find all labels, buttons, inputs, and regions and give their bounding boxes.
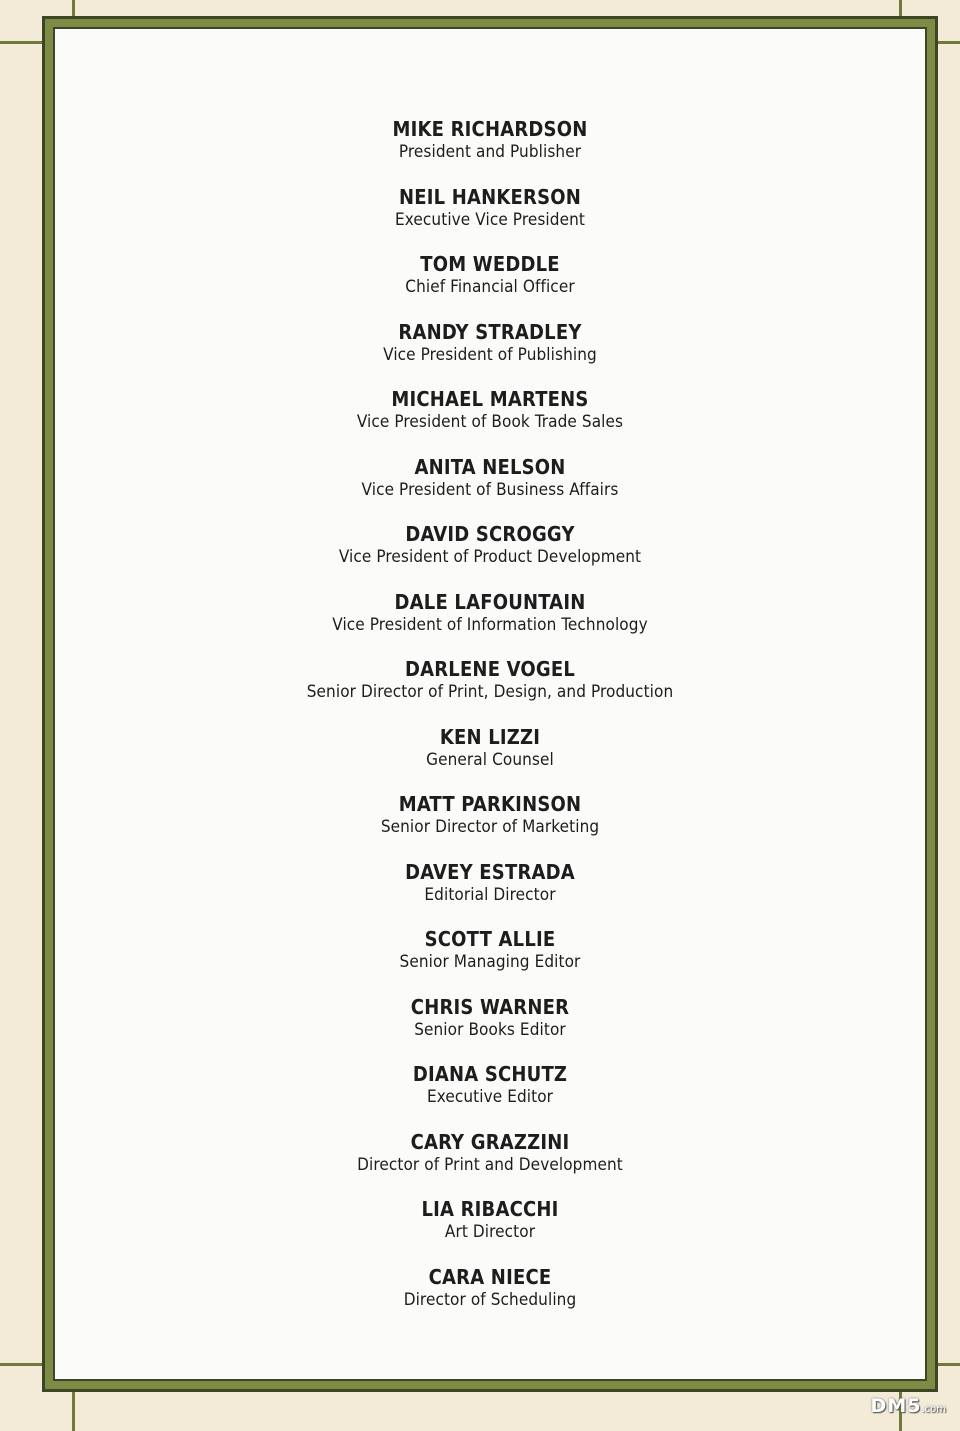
staff-name: CARA NIECE bbox=[428, 1264, 552, 1289]
staff-name: LIA RIBACCHI bbox=[421, 1197, 559, 1221]
staff-name: ANITA NELSON bbox=[414, 454, 566, 479]
watermark-logo bbox=[871, 1395, 946, 1417]
staff-title: Senior Managing Editor bbox=[399, 952, 581, 972]
staff-entry bbox=[55, 1062, 925, 1130]
staff-name: SCOTT ALLIE bbox=[424, 927, 556, 951]
staff-title: Senior Director of Print, Design, and Production bbox=[306, 682, 674, 702]
staff-title: Vice President of Publishing bbox=[383, 344, 597, 365]
staff-title: Chief Financial Officer bbox=[405, 277, 575, 297]
staff-name: DAVID SCROGGY bbox=[405, 522, 575, 546]
staff-name: TOM WEDDLE bbox=[420, 252, 560, 276]
staff-name: CARY GRAZZINI bbox=[410, 1129, 570, 1154]
staff-name: NEIL HANKERSON bbox=[398, 184, 582, 209]
staff-title: General Counsel bbox=[426, 749, 554, 770]
staff-name: DALE LAFOUNTAIN bbox=[394, 589, 586, 614]
staff-title: President and Publisher bbox=[398, 142, 582, 162]
staff-entry bbox=[55, 725, 925, 793]
staff-name: MATT PARKINSON bbox=[398, 792, 582, 816]
staff-name: RANDY STRADLEY bbox=[398, 319, 582, 344]
watermark-brand: DM5 bbox=[870, 1395, 922, 1417]
staff-title: Director of Print and Development bbox=[357, 1154, 623, 1175]
staff-name: KEN LIZZI bbox=[439, 724, 541, 749]
staff-entry bbox=[55, 1265, 925, 1333]
staff-name: DAVEY ESTRADA bbox=[405, 859, 575, 884]
staff-entry bbox=[55, 117, 925, 185]
staff-entry bbox=[55, 792, 925, 860]
staff-entry bbox=[55, 657, 925, 725]
staff-entry bbox=[55, 1130, 925, 1198]
staff-title: Senior Director of Marketing bbox=[380, 817, 600, 837]
staff-entry bbox=[55, 590, 925, 658]
staff-entry bbox=[55, 387, 925, 455]
staff-name: MIKE RICHARDSON bbox=[392, 117, 588, 141]
staff-entry bbox=[55, 522, 925, 590]
staff-title: Vice President of Book Trade Sales bbox=[356, 412, 624, 432]
staff-list bbox=[55, 117, 925, 1332]
staff-entry bbox=[55, 927, 925, 995]
staff-entry bbox=[55, 455, 925, 523]
staff-entry bbox=[55, 320, 925, 388]
staff-name: MICHAEL MARTENS bbox=[391, 387, 589, 411]
staff-name: CHRIS WARNER bbox=[410, 994, 570, 1019]
staff-title: Vice President of Information Technology bbox=[332, 614, 648, 635]
staff-name: DARLENE VOGEL bbox=[404, 657, 576, 681]
page-panel bbox=[53, 27, 927, 1381]
staff-entry bbox=[55, 252, 925, 320]
watermark-domain: .com bbox=[921, 1404, 946, 1415]
staff-entry bbox=[55, 860, 925, 928]
staff-title: Editorial Director bbox=[424, 884, 556, 905]
staff-entry bbox=[55, 995, 925, 1063]
staff-title: Executive Editor bbox=[426, 1087, 554, 1107]
staff-title: Art Director bbox=[444, 1222, 536, 1242]
staff-title: Vice President of Business Affairs bbox=[361, 479, 619, 500]
staff-name: DIANA SCHUTZ bbox=[412, 1062, 568, 1086]
staff-title: Vice President of Product Development bbox=[338, 547, 642, 567]
page-frame bbox=[42, 16, 938, 1392]
staff-title: Executive Vice President bbox=[395, 209, 585, 230]
staff-title: Director of Scheduling bbox=[403, 1289, 577, 1310]
staff-title: Senior Books Editor bbox=[414, 1019, 566, 1040]
staff-entry bbox=[55, 185, 925, 253]
staff-entry bbox=[55, 1197, 925, 1265]
